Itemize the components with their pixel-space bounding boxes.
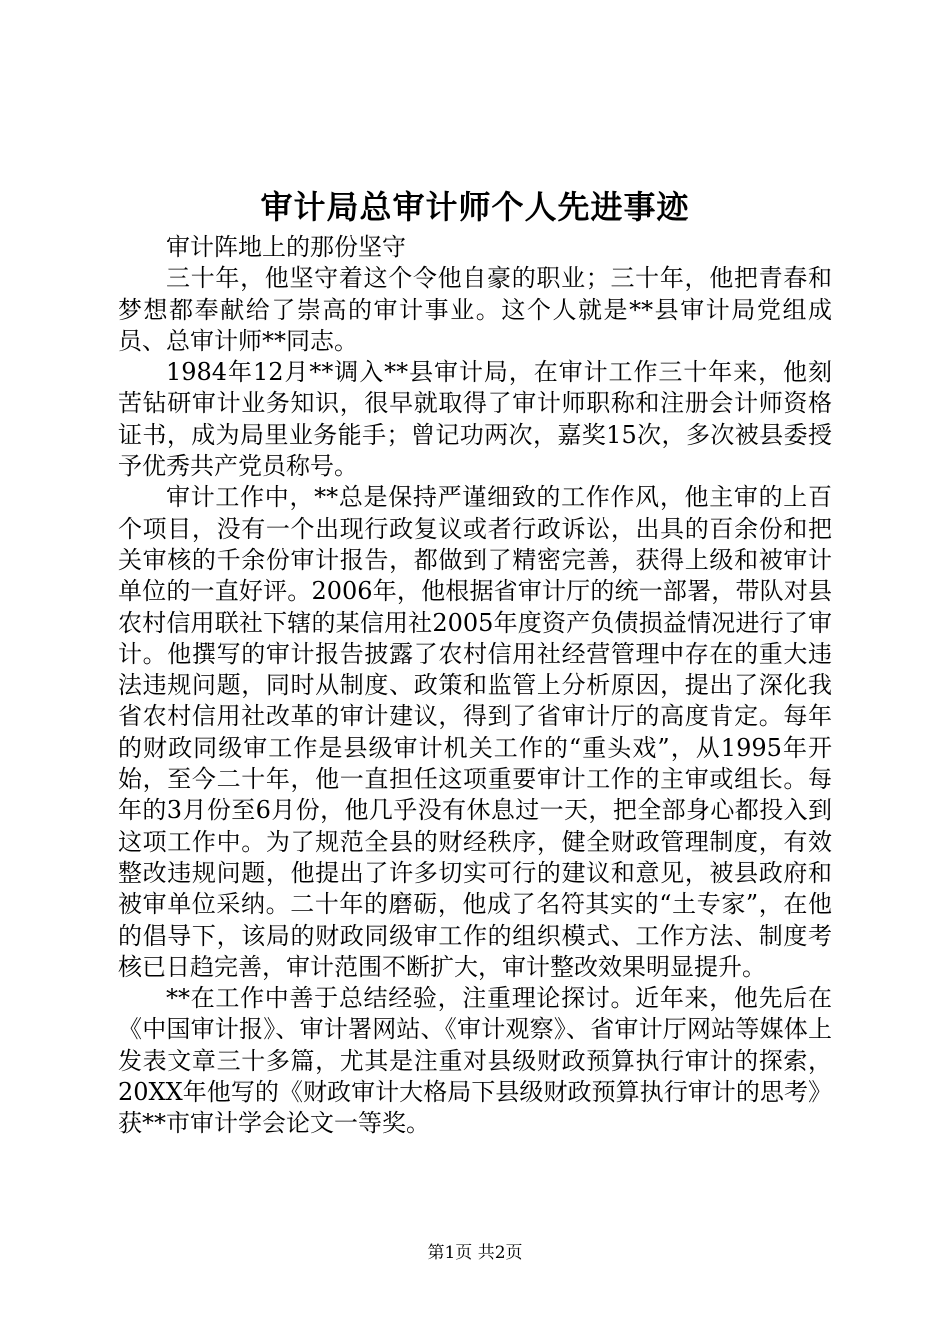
subtitle-paragraph: 审计阵地上的那份坚守 [166, 233, 406, 261]
body-paragraph: **在工作中善于总结经验，注重理论探讨。近年来，他先后在《中国审计报》、审计署网站、《审计观察》、省审计厅网站等媒体上发表文章三十多篇，尤其是注重对县级财政预算执行审计的探索，20XX年他写的《财政审计大格局下县级财政预算执行审计的思考》获**市审计学会论文一等奖。 [118, 984, 832, 1138]
document-title: 审计局总审计师个人先进事迹 [260, 188, 690, 226]
body-paragraph: 审计工作中，**总是保持严谨细致的工作作风，他主审的上百个项目，没有一个出现行政复议或者行政诉讼，出具的百余份和把关审核的千余份审计报告，都做到了精密完善，获得上级和被审计单位的一直好评。2006年，他根据省审计厅的统一部署，带队对县农村信用联社下辖的某信用社2005年度资产负债损益情况进行了审计。他撰写的审计报告披露了农村信用社经营管理中存在的重大违法违规问题，同时从制度、政策和监管上分析原因，提出了深化我省农村信用社改革的审计建议，得到了省审计厅的高度肯定。每年的财政同级审工作是县级审计机关工作的“重头戏”，从1995年开始，至今二十年，他一直担任这项重要审计工作的主审或组长。每年的3月份至6月份，他几乎没有休息过一天，把全部身心都投入到这项工作中。为了规范全县的财经秩序，健全财政管理制度，有效整改违规问题，他提出了许多切实可行的建议和意见，被县政府和被审单位采纳。二十年的磨砺，他成了名符其实的“土专家”，在他的倡导下，该局的财政同级审工作的组织模式、工作方法、制度考核已日趋完善，审计范围不断扩大，审计整改效果明显提升。 [118, 483, 832, 981]
body-paragraph: 1984年12月**调入**县审计局，在审计工作三十年来，他刻苦钻研审计业务知识，很早就取得了审计师职称和注册会计师资格证书，成为局里业务能手；曾记功两次，嘉奖15次，多次被县委授予优秀共产党员称号。 [118, 358, 832, 481]
body-paragraph: 三十年，他坚守着这个令他自豪的职业；三十年，他把青春和梦想都奉献给了崇高的审计事业。这个人就是**县审计局党组成员、总审计师**同志。 [118, 264, 832, 355]
page-number-footer: 第1页 共2页 [427, 1243, 523, 1263]
document-body [118, 232, 832, 1140]
